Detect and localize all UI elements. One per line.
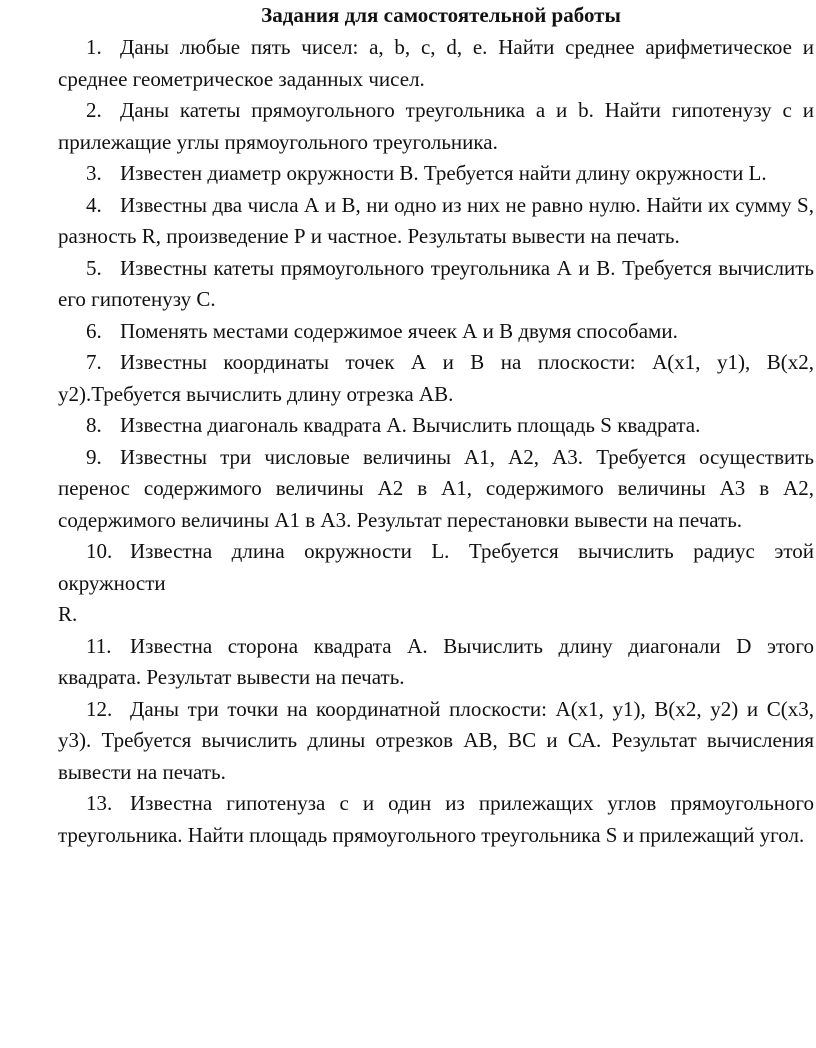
task-text: Известна диагональ квадрата А. Вычислить площадь S квадрата. [120,413,701,437]
task-text: Известны два числа А и В, ни одно из них не равно нулю. Найти их сумму S, разность R, произведение Р и частное. Результаты вывести на печать. [58,192,814,248]
document-title: Задания для самостоятельной работы [261,3,621,27]
task-item [58,32,814,95]
task-number: 7. [86,350,102,374]
task-number: 4. [86,192,102,217]
task-item [58,316,814,348]
task-item [58,788,814,851]
task-text: Даны три точки на координатной плоскости: А(х1, у1), В(х2, у2) и С(х3, у3). Требуется вычислить длины отрезков АВ, ВС и СА. Результат вычисления вывести на печать. [58,696,814,784]
task-item [58,158,814,190]
task-number: 1. [86,35,102,59]
task-number: 5. [86,255,102,280]
task-item [58,442,814,537]
task-text: Даны любые пять чисел: a, b, c, d, e. Найти среднее арифметическое и среднее геометрическое заданных чисел. [58,35,814,91]
task-text: Известен диаметр окружности В. Требуется найти длину окружности L. [120,161,767,185]
task-text: Известна гипотенуза с и один из прилежащих углов прямоугольного треугольника. Найти площадь прямоугольного треугольника S и прилежащий угол. [58,791,814,847]
task-text: Известны три числовые величины А1, А2, А3. Требуется осуществить перенос содержимого величины А2 в А1, содержимого величины А3 в А2, содержимого величины А1 в А3. Результат перестановки вывести на печать. [58,444,814,532]
task-text: Поменять местами содержимое ячеек А и В двумя способами. [120,318,678,343]
task-item [58,631,814,694]
task-number: 11. [86,633,112,658]
task-number: 3. [86,161,102,185]
task-text: Даны катеты прямоугольного треугольника a и b. Найти гипотенузу с и прилежащие углы прямоугольного треугольника. [58,98,814,154]
task-item [58,694,814,789]
task-item [58,347,814,410]
task-text-continuation: R. [58,602,78,626]
task-number: 6. [86,318,102,343]
task-item [58,95,814,158]
task-number: 12. [86,696,113,721]
task-number: 13. [86,791,113,815]
task-text: Известны катеты прямоугольного треугольника А и В. Требуется вычислить его гипотенузу С. [58,255,814,311]
task-item [58,253,814,316]
task-number: 8. [86,413,102,437]
task-text: Известна сторона квадрата А. Вычислить длину диагонали D этого квадрата. Результат вывести на печать. [58,633,814,689]
task-text: Известна длина окружности L. Требуется вычислить радиус этой окружности [58,539,814,595]
task-item [58,190,814,253]
task-item [58,410,814,442]
task-number: 2. [86,98,102,122]
task-number: 10. [86,539,113,563]
task-text: Известны координаты точек А и В на плоскости: А(х1, у1), В(х2, у2).Требуется вычислить длину отрезка АВ. [58,350,814,406]
task-number: 9. [86,444,102,469]
task-item [58,536,814,631]
